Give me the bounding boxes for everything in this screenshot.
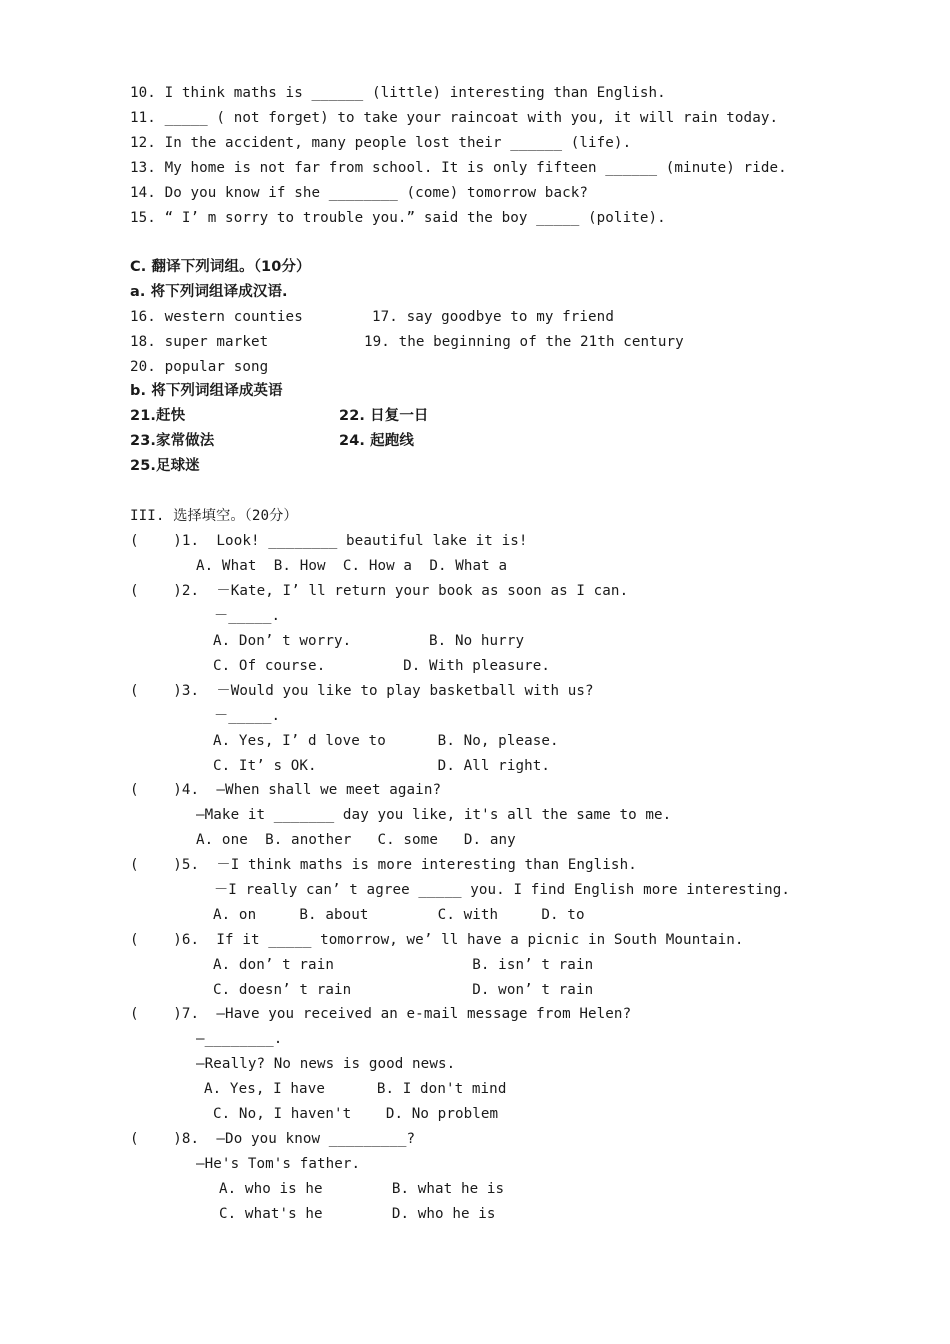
section-c-sub-a: a. 将下列词组译成汉语. <box>130 284 288 300</box>
question-17: 17. say goodbye to my friend <box>372 309 614 325</box>
mc-question-6: ( )6. If it _____ tomorrow, we’ ll have a picnic in South Mountain. <box>130 932 744 948</box>
question-15: 15. “ I’ m sorry to trouble you.” said the boy _____ (polite). <box>130 210 666 226</box>
question-12: 12. In the accident, many people lost their ______ (life). <box>130 135 632 151</box>
mc-options-6b: C. doesn’ t rain D. won’ t rain <box>213 982 594 998</box>
mc-options-6a: A. don’ t rain B. isn’ t rain <box>213 957 594 973</box>
mc-options-5: A. on B. about C. with D. to <box>213 907 585 923</box>
mc-options-7a: A. Yes, I have B. I don't mind <box>204 1081 507 1097</box>
mc-question-1: ( )1. Look! ________ beautiful lake it is! <box>130 533 528 549</box>
question-20: 20. popular song <box>130 359 269 375</box>
mc-options-8a: A. who is he B. what he is <box>219 1181 505 1197</box>
mc-options-1: A. What B. How C. How a D. What a <box>196 558 508 574</box>
question-19: 19. the beginning of the 21th century <box>364 334 684 350</box>
mc-answer-blank-2: －_____. <box>214 608 281 624</box>
question-24: 24. 起跑线 <box>339 433 414 449</box>
mc-question-5: ( )5. －I think maths is more interesting than English. <box>130 857 637 873</box>
question-22: 22. 日复一日 <box>339 408 429 424</box>
mc-options-7b: C. No, I haven't D. No problem <box>213 1106 499 1122</box>
question-25: 25.足球迷 <box>130 458 200 474</box>
question-18: 18. super market <box>130 334 269 350</box>
mc-options-2b: C. Of course. D. With pleasure. <box>213 658 551 674</box>
question-10: 10. I think maths is ______ (little) interesting than English. <box>130 85 666 101</box>
question-13: 13. My home is not far from school. It is only fifteen ______ (minute) ride. <box>130 160 787 176</box>
mc-question-7: ( )7. —Have you received an e-mail message from Helen? <box>130 1006 632 1022</box>
section-3-heading: III. 选择填空。（20分） <box>130 508 298 524</box>
mc-dialog-7: —Really? No news is good news. <box>196 1056 456 1072</box>
question-11: 11. _____ ( not forget) to take your raincoat with you, it will rain today. <box>130 110 779 126</box>
mc-options-4: A. one B. another C. some D. any <box>196 832 516 848</box>
mc-options-3a: A. Yes, I’ d love to B. No, please. <box>213 733 559 749</box>
mc-dialog-4: —Make it _______ day you like, it's all the same to me. <box>196 807 672 823</box>
question-16: 16. western counties <box>130 309 303 325</box>
section-c-heading: C. 翻译下列词组。（10分） <box>130 259 311 275</box>
section-c-sub-b: b. 将下列词组译成英语 <box>130 383 283 399</box>
mc-options-2a: A. Don’ t worry. B. No hurry <box>213 633 525 649</box>
question-23: 23.家常做法 <box>130 433 215 449</box>
mc-options-8b: C. what's he D. who he is <box>219 1206 496 1222</box>
mc-question-3: ( )3. －Would you like to play basketball with us? <box>130 683 594 699</box>
mc-dialog-8: —He's Tom's father. <box>196 1156 361 1172</box>
mc-answer-blank-3: －_____. <box>214 708 281 724</box>
mc-dialog-5: －I really can’ t agree _____ you. I find English more interesting. <box>214 882 790 898</box>
question-21: 21.赶快 <box>130 408 186 424</box>
mc-options-3b: C. It’ s OK. D. All right. <box>213 758 551 774</box>
mc-answer-blank-7: —________. <box>196 1031 283 1047</box>
mc-question-2: ( )2. －Kate, I’ ll return your book as soon as I can. <box>130 583 629 599</box>
mc-question-4: ( )4. —When shall we meet again? <box>130 782 442 798</box>
mc-question-8: ( )8. —Do you know _________? <box>130 1131 416 1147</box>
question-14: 14. Do you know if she ________ (come) tomorrow back? <box>130 185 589 201</box>
